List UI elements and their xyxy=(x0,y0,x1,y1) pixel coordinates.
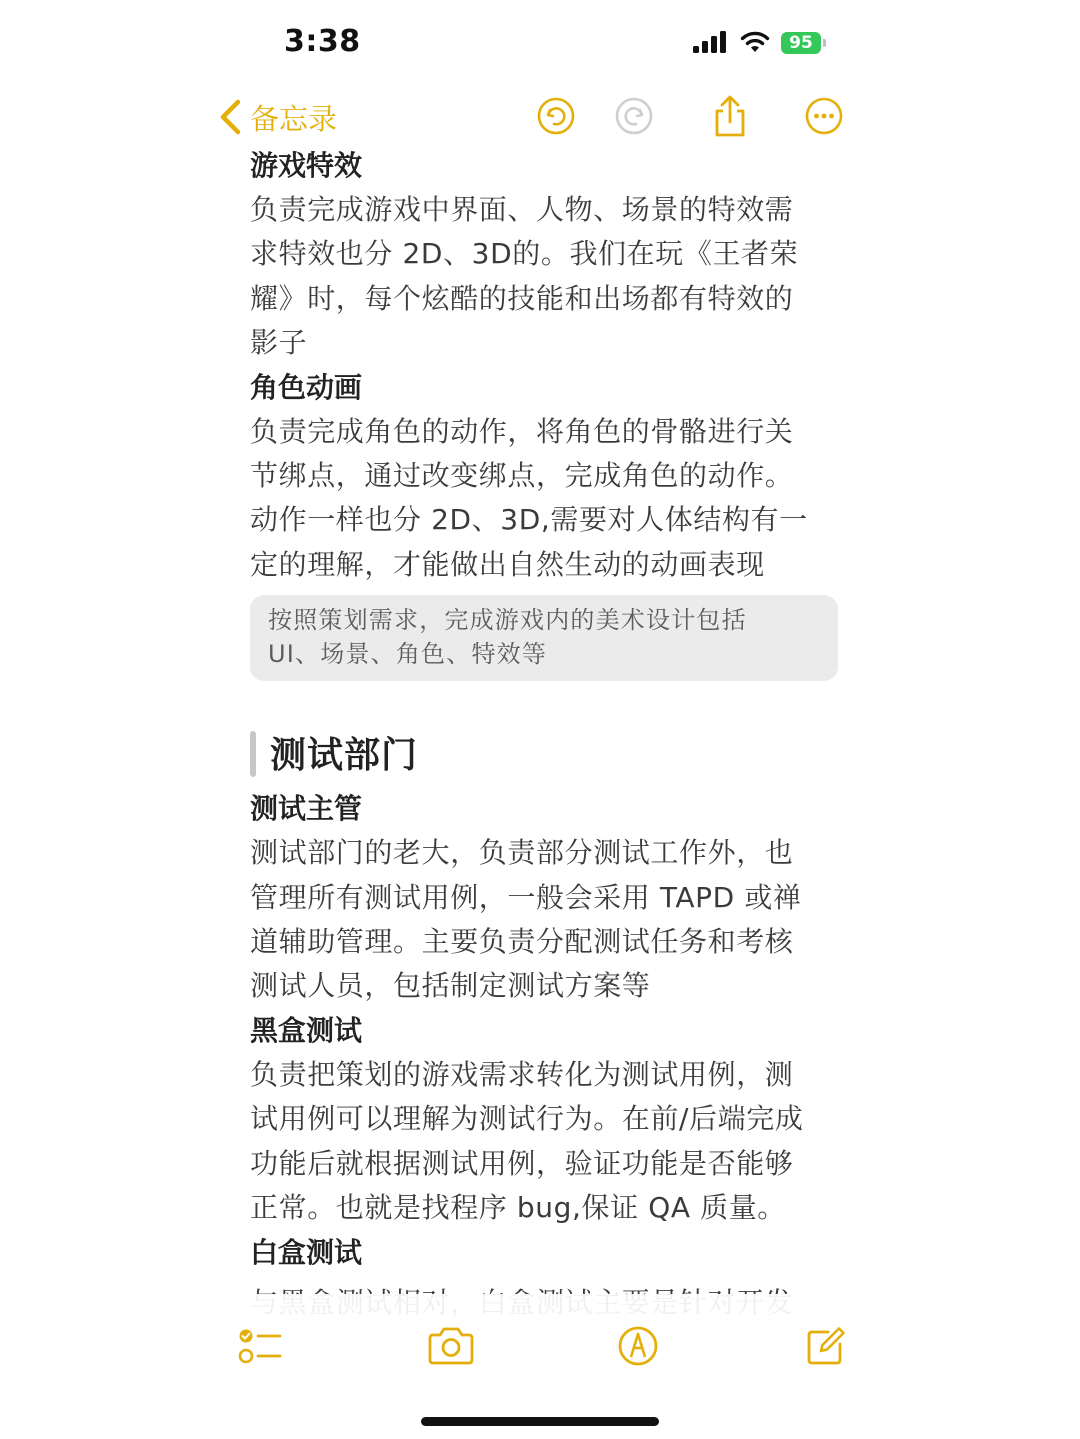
subheading-test-lead: 测试主管 xyxy=(250,792,363,826)
paragraph-test-lead: 测试部门的老大，负责部分测试工作外，也 管理所有测试用例，一般会采用 TAPD 或禅 道辅助管理。主要负责分配测试任务和考核 测试人员，包括制定测试方案等 xyxy=(250,836,802,1003)
more-button[interactable] xyxy=(802,92,846,140)
redo-button[interactable] xyxy=(612,92,656,140)
status-time: 3:38 xyxy=(284,24,361,59)
markup-icon xyxy=(616,1324,660,1368)
subheading-black-box: 黑盒测试 xyxy=(250,1013,363,1047)
note-block xyxy=(250,366,840,588)
back-label: 备忘录 xyxy=(250,101,338,136)
share-button[interactable] xyxy=(708,92,752,140)
markup-button[interactable] xyxy=(612,1318,664,1374)
status-bar xyxy=(0,0,1080,90)
chevron-left-icon xyxy=(218,99,242,135)
wifi-icon xyxy=(739,30,771,54)
battery-indicator xyxy=(781,32,821,54)
compose-icon xyxy=(804,1324,848,1368)
paragraph-game-effects: 负责完成游戏中界面、人物、场景的特效需 求特效也分 2D、3D的。我们在玩《王者荣 耀》时，每个炫酷的技能和出场都有特效的 影子 xyxy=(250,193,799,360)
section-bar xyxy=(250,731,256,777)
checklist-button[interactable] xyxy=(234,1318,286,1374)
note-body[interactable] xyxy=(250,144,840,1275)
subheading-character-animation: 角色动画 xyxy=(250,370,363,404)
undo-button[interactable] xyxy=(534,92,578,140)
section-title: 测试部门 xyxy=(270,735,419,777)
subheading-white-box: 白盒测试 xyxy=(250,1235,363,1269)
battery-level: 95 xyxy=(789,33,813,53)
note-block xyxy=(250,787,840,1009)
paragraph-character-animation: 负责完成角色的动作，将角色的骨骼进行关 节绑点，通过改变绑点，完成角色的动作。 动作一样也分 2D、3D,需要对人体结构有一 定的理解，才能做出自然生动的动画表现 xyxy=(250,414,808,581)
redo-icon xyxy=(614,96,654,136)
camera-button[interactable] xyxy=(425,1318,477,1374)
back-button[interactable] xyxy=(218,92,337,142)
callout-block: 按照策划需求，完成游戏内的美术设计包括 UI、场景、角色、特效等 xyxy=(250,595,838,681)
cellular-signal-icon xyxy=(693,31,729,53)
subheading-game-effects: 游戏特效 xyxy=(250,149,363,182)
bottom-toolbar xyxy=(0,1318,1080,1376)
more-icon xyxy=(804,96,844,136)
camera-icon xyxy=(426,1326,476,1366)
undo-icon xyxy=(536,96,576,136)
paragraph-black-box: 负责把策划的游戏需求转化为测试用例，测 试用例可以理解为测试行为。在前/后端完成 功能后就根据测试用例，验证功能是否能够 正常。也就是找程序 bug,保证 QA 质量。 xyxy=(250,1057,804,1225)
battery-nub xyxy=(823,39,826,47)
note-block xyxy=(250,1231,840,1275)
home-indicator[interactable] xyxy=(421,1417,659,1426)
note-nav-bar xyxy=(0,92,1080,150)
compose-button[interactable] xyxy=(800,1318,852,1374)
section-heading xyxy=(250,729,840,779)
note-block xyxy=(250,1009,840,1231)
checklist-icon xyxy=(236,1324,284,1368)
share-icon xyxy=(710,94,750,138)
note-block xyxy=(250,144,840,366)
